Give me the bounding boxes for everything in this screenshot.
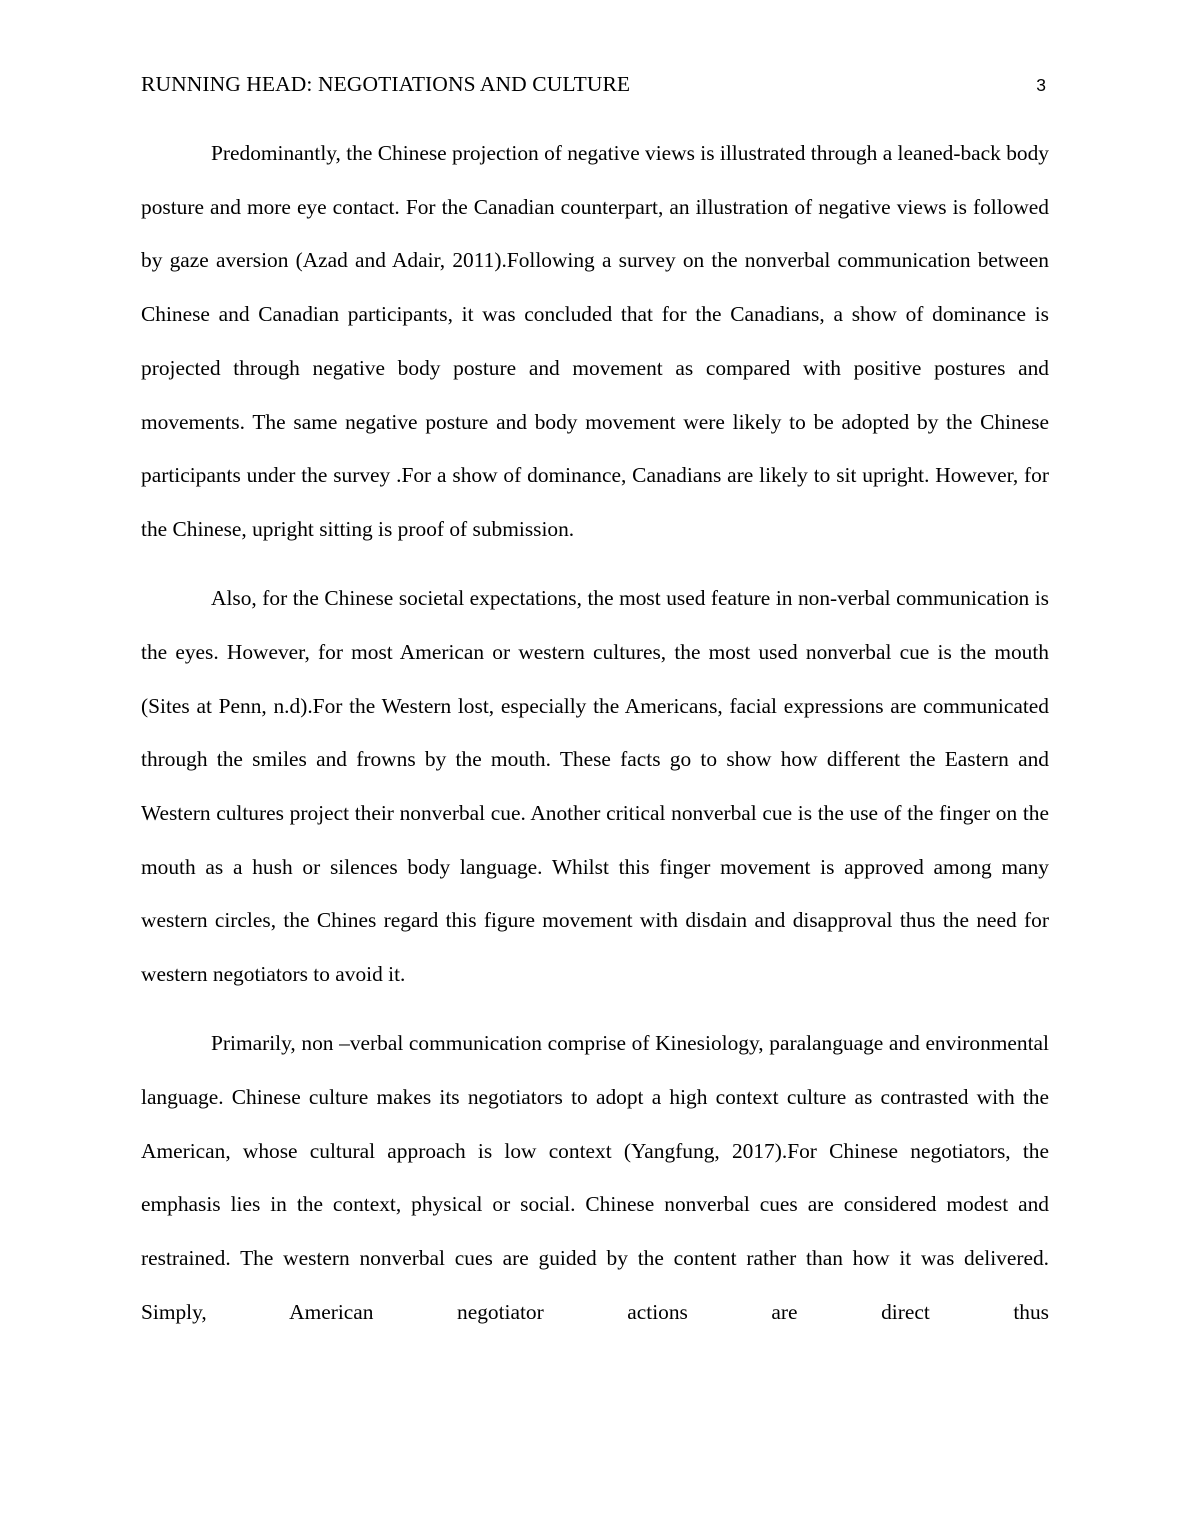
paragraph-2: Also, for the Chinese societal expectations, the most used feature in non-verbal communication is the eyes. However, for most American or western cultures, the most used nonverbal cue is the mouth (Sites at Penn, n.d).For the Western lost, especially the Americans, facial expressions are communicated through the smiles and frowns by the mouth. These facts go to show how different the Eastern and Western cultures project their nonverbal cue. Another critical nonverbal cue is the use of the finger on the mouth as a hush or silences body language. Whilst this finger movement is approved among many western circles, the Chines regard this figure movement with disdain and disapproval thus the need for western negotiators to avoid it.	[141, 586, 1049, 987]
paragraph-3: Primarily, non –verbal communication comprise of Kinesiology, paralanguage and environmental language. Chinese culture makes its negotiators to adopt a high context culture as contrasted with the American, whose cultural approach is low context (Yangfung, 2017).For Chinese negotiators, the emphasis lies in the context, physical or social. Chinese nonverbal cues are considered modest and restrained. The western nonverbal cues are guided by the content rather than how it was delivered. Simply, American negotiator actions are direct thus	[141, 1031, 1049, 1324]
page-number: 3	[1036, 75, 1046, 95]
paragraph-1: Predominantly, the Chinese projection of negative views is illustrated through a leaned-back body posture and more eye contact. For the Canadian counterpart, an illustration of negative views is followed by gaze aversion (Azad and Adair, 2011).Following a survey on the nonverbal communication between Chinese and Canadian participants, it was concluded that for the Canadians, a show of dominance is projected through negative body posture and movement as compared with positive postures and movements. The same negative posture and body movement were likely to be adopted by the Chinese participants under the survey .For a show of dominance, Canadians are likely to sit upright. However, for the Chinese, upright sitting is proof of submission.	[141, 141, 1049, 541]
running-header	[141, 70, 1049, 100]
body-text	[141, 127, 1049, 1339]
running-head-title: RUNNING HEAD: NEGOTIATIONS AND CULTURE	[141, 72, 631, 96]
